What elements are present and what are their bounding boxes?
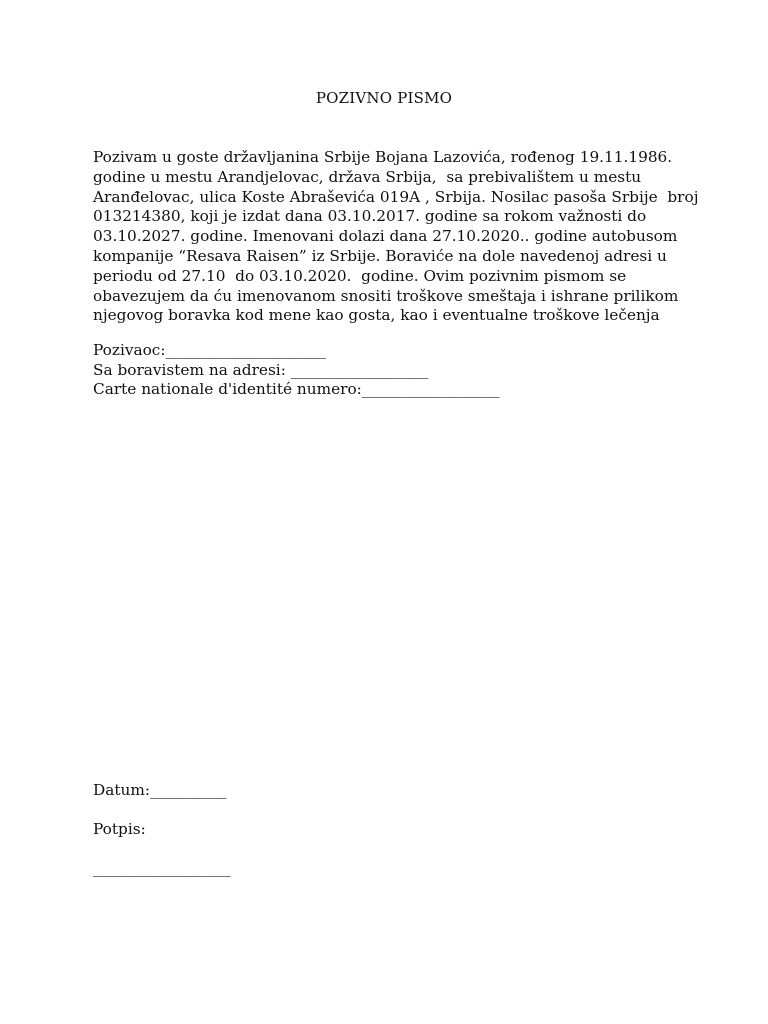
- signature-line: __________________: [93, 859, 231, 877]
- body-line: njegovog boravka kod mene kao gosta, kao i eventualne troškove lečenja: [93, 306, 660, 325]
- body-line: godine u mestu Arandjelovac, država Srbija, sa prebivalištem u mestu: [93, 167, 642, 186]
- id-card-number-field: Carte nationale d'identité numero:__________________: [93, 380, 500, 398]
- body-line: periodu od 27.10 do 03.10.2020. godine. Ovim pozivnim pismom se: [93, 266, 627, 285]
- letter-body: [93, 148, 699, 326]
- residence-address-field: Sa boravistem na adresi: __________________: [93, 360, 429, 379]
- date-field: Datum:__________: [93, 781, 227, 799]
- body-line: kompanije “Resava Raisen” iz Srbije. Boraviće na dole navedenoj adresi u: [93, 246, 667, 265]
- body-line: Pozivam u goste državljanina Srbije Bojana Lazovića, rođenog 19.11.1986.: [93, 148, 673, 166]
- document-title: POZIVNO PISMO: [315, 89, 453, 107]
- body-line: 03.10.2027. godine. Imenovani dolazi dana 27.10.2020.. godine autobusom: [93, 227, 678, 246]
- body-line: 013214380, koji je izdat dana 03.10.2017. godine sa rokom važnosti do: [93, 207, 647, 226]
- inviter-fields: [93, 341, 653, 400]
- signature-label: Potpis:: [93, 820, 146, 838]
- inviter-name-field: Pozivaoc:_____________________: [93, 341, 327, 359]
- body-line: Aranđelovac, ulica Koste Abraševića 019A , Srbija. Nosilac pasoša Srbije broj: [93, 187, 699, 206]
- body-line: obavezujem da ću imenovanom snositi troškove smeštaja i ishrane prilikom: [93, 286, 679, 305]
